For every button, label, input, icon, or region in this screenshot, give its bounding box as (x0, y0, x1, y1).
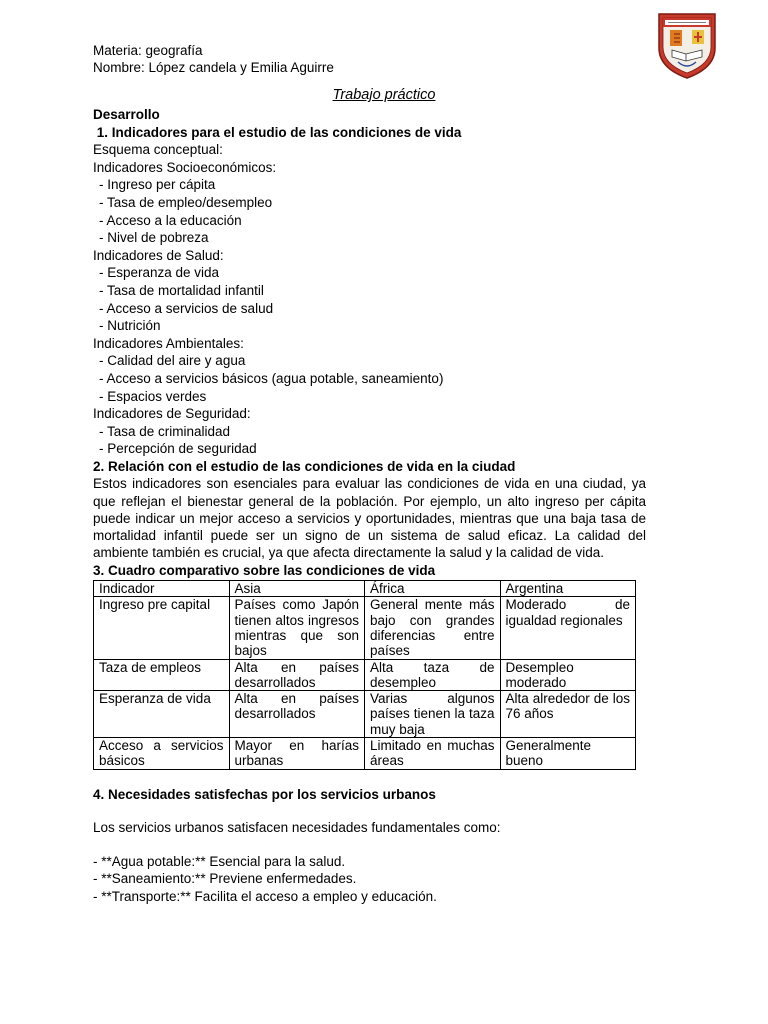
list-item: - Ingreso per cápita (99, 177, 216, 193)
table-cell: Varias algunos países tienen la taza muy baja (365, 691, 501, 738)
list-item: - Tasa de mortalidad infantil (99, 282, 264, 298)
section-1-heading: 1. Indicadores para el estudio de las condiciones de vida (93, 124, 462, 140)
table-cell: General mente más bajo con grandes diferencias entre países (365, 597, 501, 659)
list-item: - **Transporte:** Facilita el acceso a empleo y educación. (93, 889, 437, 905)
table-cell: Limitado en muchas áreas (365, 738, 501, 770)
section-4-intro: Los servicios urbanos satisfacen necesidades fundamentales como: (93, 820, 501, 836)
list-item: - Acceso a servicios básicos (agua potable, saneamiento) (99, 370, 444, 386)
table-row (94, 597, 636, 659)
list-item: - **Saneamiento:** Previene enfermedades. (93, 871, 357, 887)
table-row (94, 659, 636, 691)
document-body (93, 106, 646, 906)
list-item: - **Agua potable:** Esencial para la salud. (93, 853, 346, 869)
subject-line: Materia: geografía (93, 43, 203, 58)
section-heading: Desarrollo (93, 107, 160, 122)
table-cell: Acceso a servicios básicos (94, 738, 230, 770)
list-item: - Esperanza de vida (99, 265, 220, 281)
comparison-table (93, 580, 636, 770)
table-cell: Moderado de igualdad regionales (500, 597, 636, 659)
table-header-row (94, 581, 636, 597)
group-title: Indicadores de Salud: (93, 247, 224, 263)
student-names: Nombre: López candela y Emilia Aguirre (93, 59, 334, 75)
table-row (94, 738, 636, 770)
table-cell: Países como Japón tienen altos ingresos mientras que son bajos (229, 597, 365, 659)
list-item: - Espacios verdes (99, 388, 207, 404)
list-item: - Percepción de seguridad (99, 441, 257, 457)
school-crest-logo (656, 10, 718, 80)
table-cell: Esperanza de vida (94, 691, 230, 738)
section-4-heading: 4. Necesidades satisfechas por los servicios urbanos (93, 786, 436, 802)
table-cell: Mayor en harías urbanas (229, 738, 365, 770)
group-title: Indicadores de Seguridad: (93, 406, 251, 422)
table-header-cell: África (365, 581, 501, 597)
table-cell: Ingreso pre capital (94, 597, 230, 659)
header-block (93, 43, 334, 76)
section-2-paragraph: Estos indicadores son esenciales para evaluar las condiciones de vida en una ciudad, ya que reflejan el bienestar general de la población. Por ejemplo, un alto ingreso per cápita puede indicar un mejor acceso a servicios y oportunidades, mientras que una baja tasa de mortalidad infantil puede ser un signo de un sistema de salud eficaz. La calidad del ambiente también es crucial, ya que afecta directamente la salud y la calidad de vida. (93, 476, 646, 561)
group-title: Indicadores Socioeconómicos: (93, 159, 277, 175)
table-cell: Generalmente bueno (500, 738, 636, 770)
list-item: - Acceso a servicios de salud (99, 300, 274, 316)
table-row (94, 691, 636, 738)
group-title: Indicadores Ambientales: (93, 335, 244, 351)
indicator-group-environment (93, 335, 646, 405)
table-cell: Alta alrededor de los 76 años (500, 691, 636, 738)
list-item: - Nivel de pobreza (99, 230, 209, 246)
table-cell: Alta taza de desempleo (365, 659, 501, 691)
indicator-group-health (93, 247, 646, 335)
table-cell: Desempleo moderado (500, 659, 636, 691)
section-3-heading: 3. Cuadro comparativo sobre las condiciones de vida (93, 563, 436, 579)
table-header-cell: Asia (229, 581, 365, 597)
list-item: - Nutrición (99, 318, 161, 334)
section-1-intro: Esquema conceptual: (93, 142, 223, 158)
list-item: - Tasa de criminalidad (99, 423, 231, 439)
table-cell: Taza de empleos (94, 659, 230, 691)
document-title: Trabajo práctico (332, 87, 436, 103)
table-header-cell: Indicador (94, 581, 230, 597)
section-2-heading: 2. Relación con el estudio de las condiciones de vida en la ciudad (93, 458, 516, 474)
indicator-group-socioeconomic (93, 159, 646, 247)
indicator-group-security (93, 405, 646, 458)
table-header-cell: Argentina (500, 581, 636, 597)
table-cell: Alta en países desarrollados (229, 659, 365, 691)
list-item: - Calidad del aire y agua (99, 353, 246, 369)
list-item: - Tasa de empleo/desempleo (99, 194, 273, 210)
table-cell: Alta en países desarrollados (229, 691, 365, 738)
list-item: - Acceso a la educación (99, 212, 242, 228)
